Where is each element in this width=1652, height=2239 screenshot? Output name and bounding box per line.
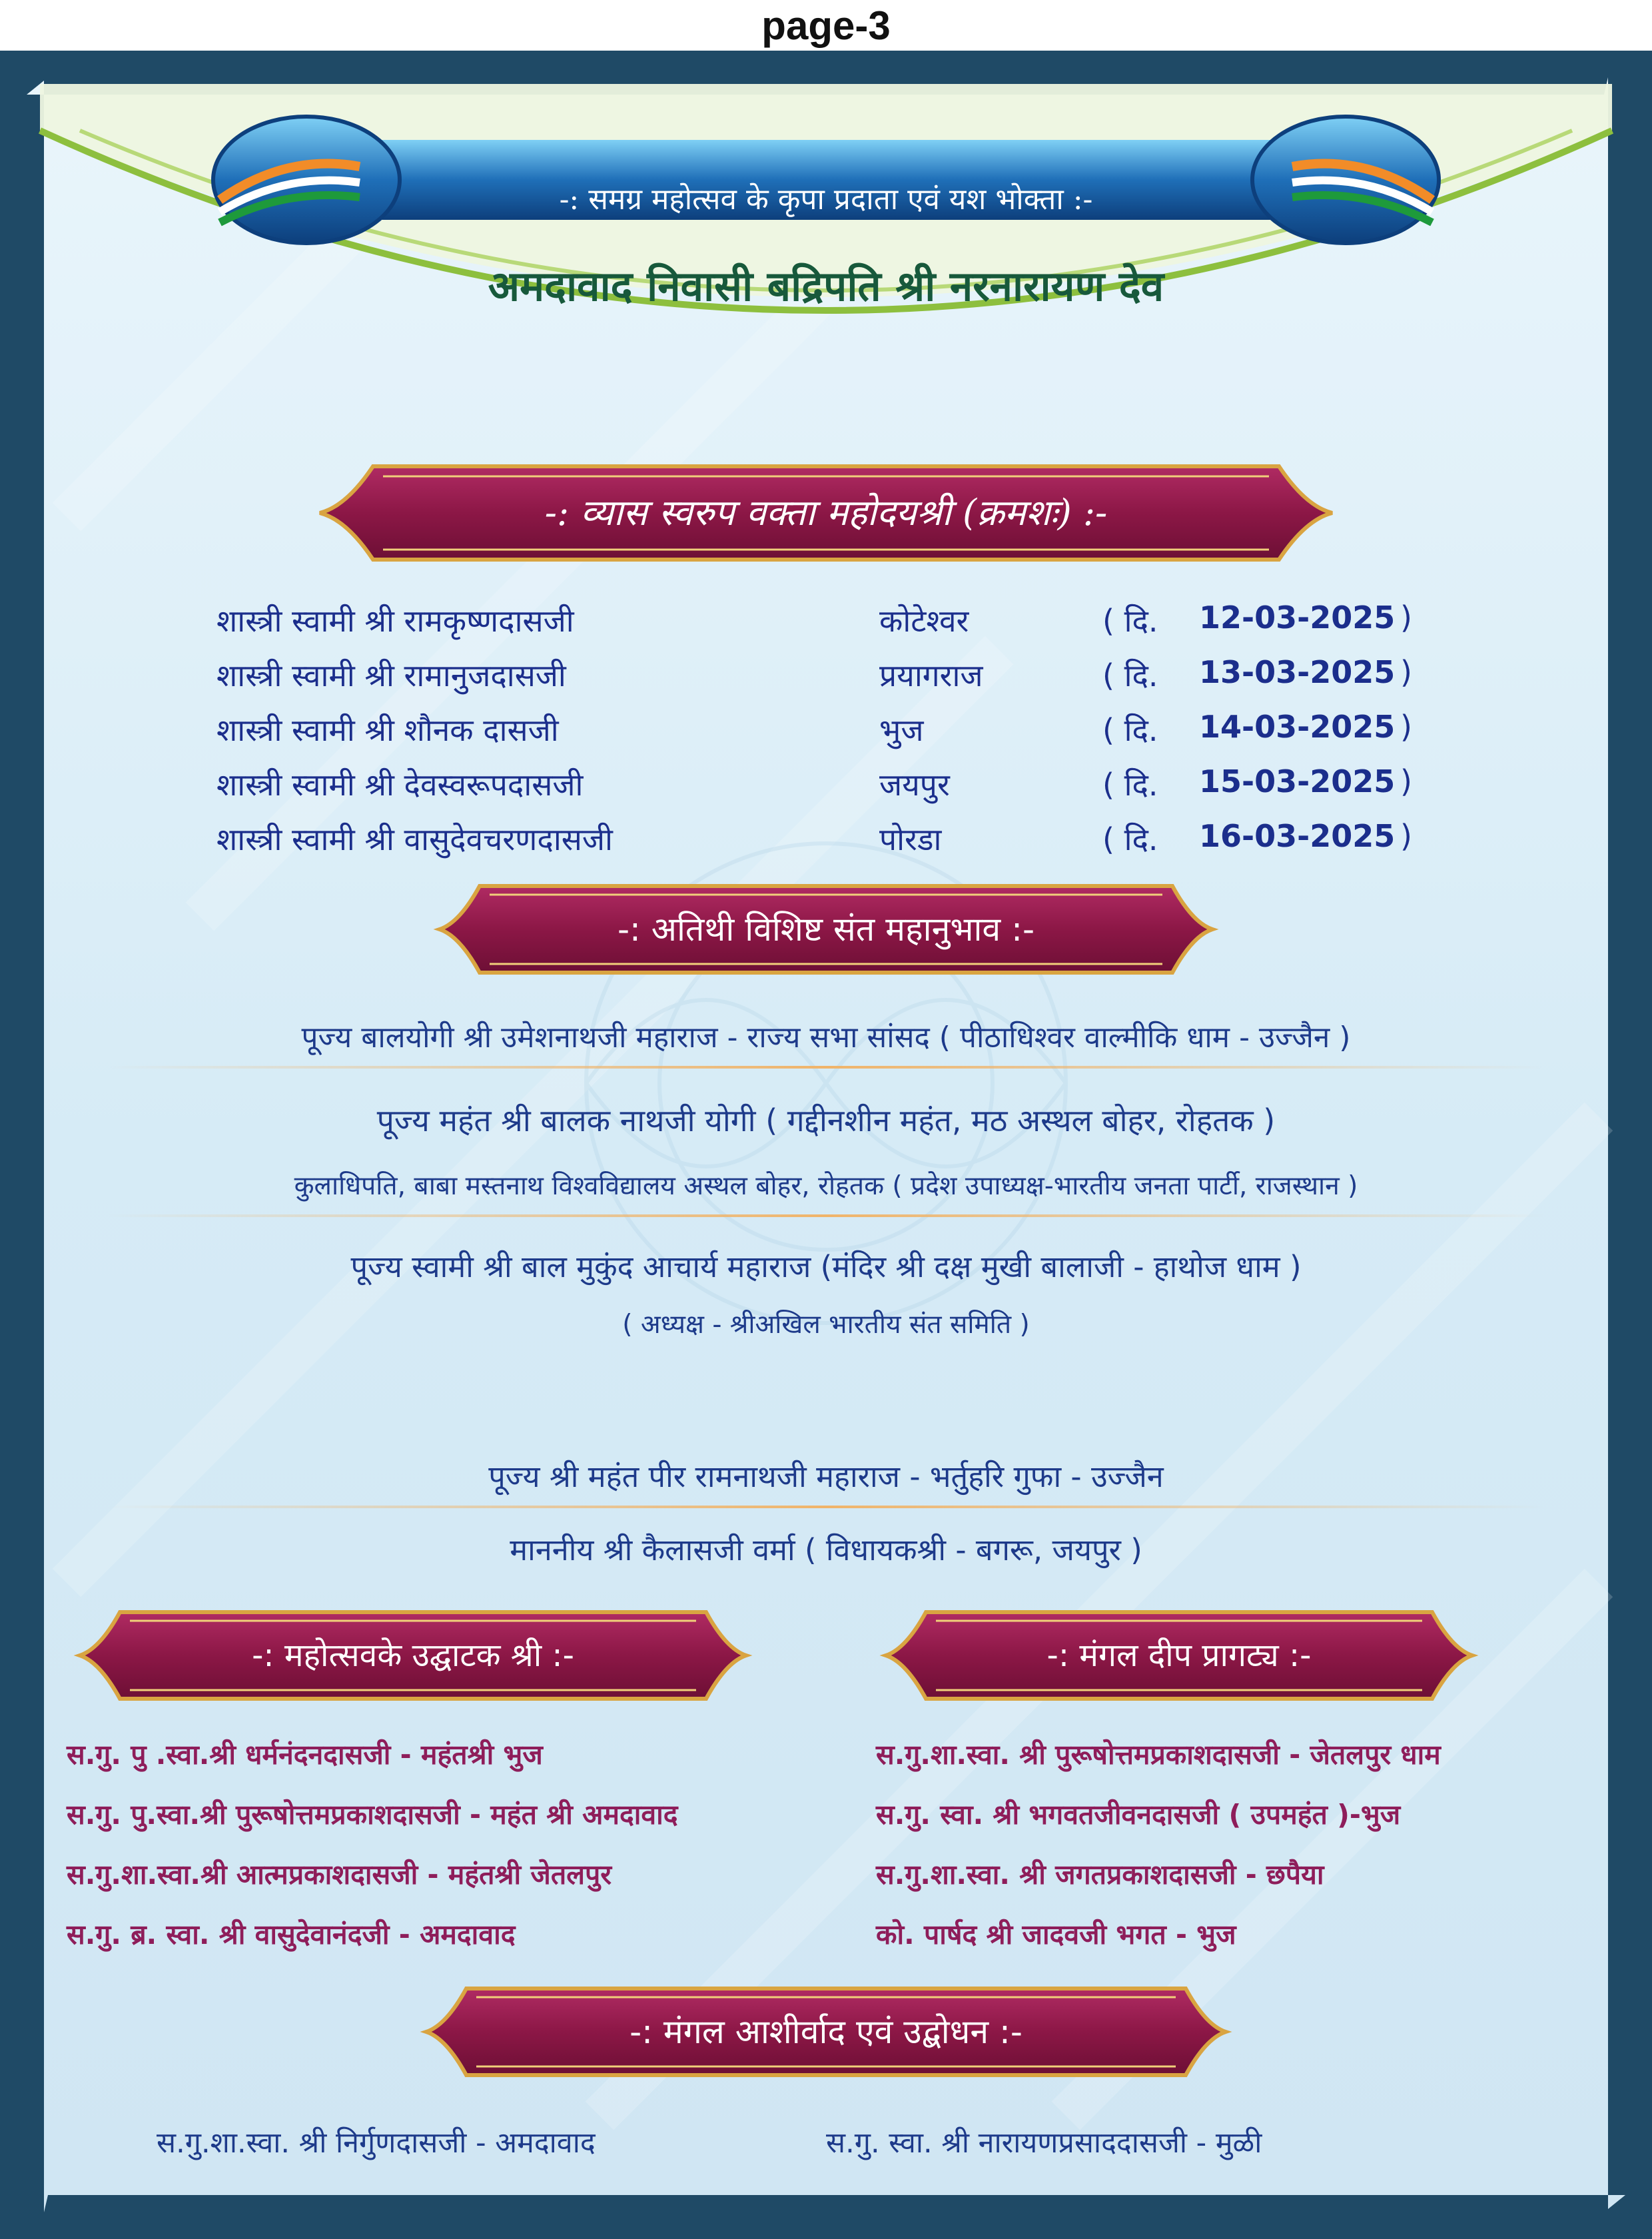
speaker-date-prefix: ( दि.	[1102, 603, 1158, 639]
page-title: अमदावाद निवासी बद्रिपति श्री नरनारायण देव	[488, 262, 1164, 310]
guest-line-4: पूज्य स्वामी श्री बाल मुकुंद आचार्य महाराज (मंदिर श्री दक्ष मुखी बालाजी - हाथोज धाम )	[350, 1249, 1302, 1284]
speaker-name: शास्त्री स्वामी श्री शौनक दासजी	[216, 712, 559, 748]
speaker-name: शास्त्री स्वामी श्री रामानुजदासजी	[216, 658, 566, 693]
guest-line-3: कुलाधिपति, बाबा मस्तनाथ विश्वविद्यालय अस्थल बोहर, रोहतक ( प्रदेश उपाध्यक्ष-भारतीय जनता पार्टी, राजस्थान )	[294, 1171, 1358, 1201]
speaker-name: शास्त्री स्वामी श्री देवस्वरूपदासजी	[216, 767, 584, 803]
guest-line-1: पूज्य बालयोगी श्री उमेशनाथजी महाराज - राज्य सभा सांसद ( पीठाधिश्वर वाल्मीकि धाम - उज्जैन )	[301, 1021, 1351, 1055]
speaker-place: जयपुर	[879, 767, 950, 803]
inaugurator-item: स.गु. पु.स्वा.श्री पुरूषोत्तमप्रकाशदासजी - महंत श्री अमदावाद	[67, 1799, 678, 1831]
inaugurator-heading: -: महोत्सवके उद्घाटक श्री :-	[252, 1637, 574, 1674]
lamp-heading: -: मंगल दीप प्रागट्य :-	[1046, 1637, 1312, 1674]
blessing-item: स.गु. स्वा. श्री नारायणप्रसाददासजी - मुळी	[826, 2126, 1262, 2160]
speaker-place: पोरडा	[879, 821, 942, 857]
speaker-date-suffix: )	[1400, 600, 1412, 636]
inaugurator-item: स.गु.शा.स्वा.श्री आत्मप्रकाशदासजी - महंतश्री जेतलपुर	[67, 1859, 612, 1891]
separator	[107, 1066, 1545, 1069]
guest-line-7: माननीय श्री कैलासजी वर्मा ( विधायकश्री - बगरू, जयपुर )	[510, 1532, 1142, 1567]
page-label: page-3	[761, 3, 891, 48]
guest-line-6: पूज्य श्री महंत पीर रामनाथजी महाराज - भर्तुहरि गुफा - उज्जैन	[488, 1459, 1164, 1494]
speakers-heading: -: व्यास स्वरुप वक्ता महोदयश्री (क्रमशः) :-	[544, 492, 1108, 534]
speaker-date: 13-03-2025	[1199, 654, 1396, 690]
blessing-item: स.गु.शा.स्वा. श्री निर्गुणदासजी - अमदावाद	[157, 2126, 596, 2160]
speaker-place: भुज	[879, 712, 924, 748]
speaker-date: 14-03-2025	[1199, 709, 1396, 745]
speaker-place: प्रयागराज	[879, 658, 983, 693]
guest-line-5: ( अध्यक्ष - श्रीअखिल भारतीय संत समिति )	[622, 1310, 1030, 1340]
speaker-date-suffix: )	[1400, 818, 1412, 854]
guests-heading: -: अतिथी विशिष्ट संत महानुभाव :-	[617, 910, 1035, 949]
inaugurator-item: स.गु. पु .स्वा.श्री धर्मनंदनदासजी - महंतश्री भुज	[67, 1739, 543, 1771]
speaker-place: कोटेश्वर	[879, 603, 969, 639]
lamp-item: स.गु.शा.स्वा. श्री पुरूषोत्तमप्रकाशदासजी - जेतलपुर धाम	[876, 1739, 1441, 1771]
lamp-item: स.गु. स्वा. श्री भगवतजीवनदासजी ( उपमहंत )-भुज	[876, 1799, 1401, 1831]
speaker-name: शास्त्री स्वामी श्री रामकृष्णदासजी	[216, 603, 574, 639]
speaker-date: 16-03-2025	[1199, 818, 1396, 854]
banner-text: -: समग्र महोत्सव के कृपा प्रदाता एवं यश भोक्ता :-	[559, 183, 1093, 217]
guest-line-2: पूज्य महंत श्री बालक नाथजी योगी ( गद्दीनशीन महंत, मठ अस्थल बोहर, रोहतक )	[376, 1103, 1276, 1138]
speaker-date-prefix: ( दि.	[1102, 658, 1158, 693]
blessing-heading: -: मंगल आशीर्वाद एवं उद्बोधन :-	[629, 2013, 1023, 2051]
speaker-date-prefix: ( दि.	[1102, 767, 1158, 803]
speaker-date: 12-03-2025	[1199, 600, 1396, 636]
inaugurator-item: स.गु. ब्र. स्वा. श्री वासुदेवानंदजी - अमदावाद	[67, 1919, 516, 1951]
separator	[107, 1506, 1545, 1508]
lamp-item: को. पार्षद श्री जादवजी भगत - भुज	[876, 1919, 1236, 1951]
speaker-date-prefix: ( दि.	[1102, 712, 1158, 748]
speaker-date-suffix: )	[1400, 763, 1412, 799]
speaker-name: शास्त्री स्वामी श्री वासुदेवचरणदासजी	[216, 821, 613, 857]
separator	[107, 1214, 1545, 1217]
speaker-date-prefix: ( दि.	[1102, 821, 1158, 857]
speaker-date: 15-03-2025	[1199, 763, 1396, 799]
speaker-date-suffix: )	[1400, 709, 1412, 745]
speaker-date-suffix: )	[1400, 654, 1412, 690]
lamp-item: स.गु.शा.स्वा. श्री जगतप्रकाशदासजी - छपैया	[876, 1859, 1324, 1891]
